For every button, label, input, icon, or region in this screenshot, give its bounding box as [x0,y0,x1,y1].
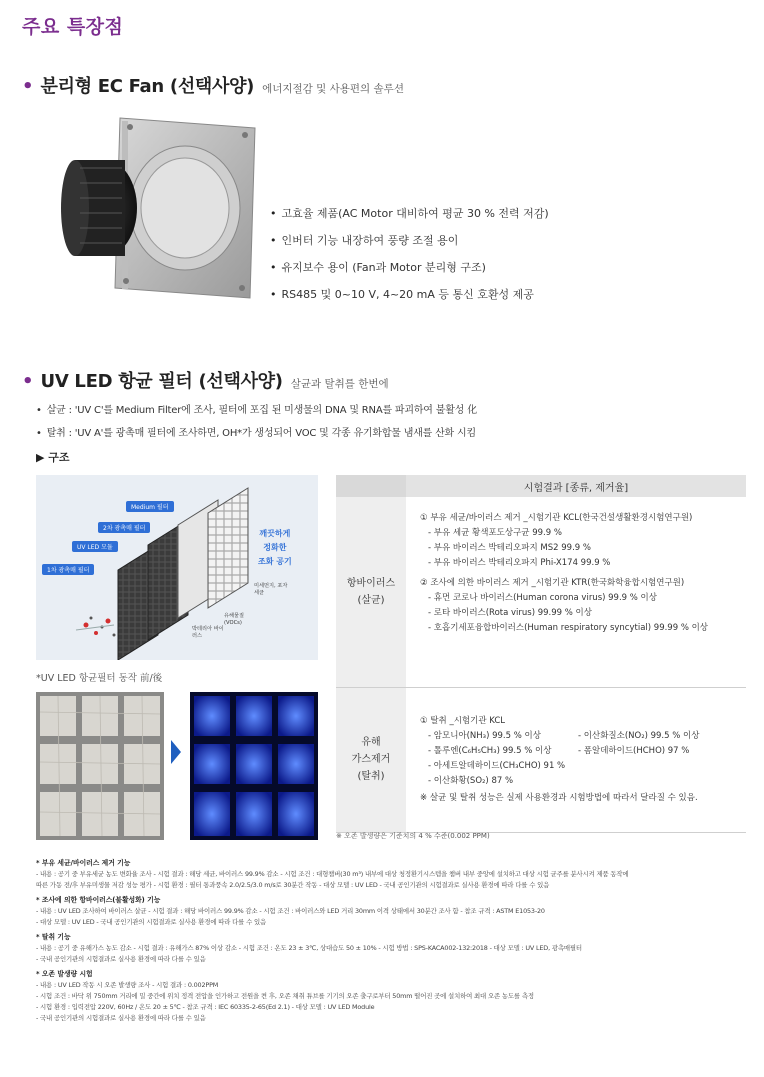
fan-feature-item: • 인버터 기능 내장하여 풍량 조절 용이 [270,232,549,259]
result-line: - 부유 세균 황색포도상구균 99.9 % [428,528,562,538]
uv-section-heading [22,367,389,393]
row-head-line: 가스제거 [351,754,391,765]
clean-air-tagline [258,527,292,569]
diagram-label-second-photocatalyst: 2차 광촉매 필터 [98,522,150,533]
diagram-label-medium-filter: Medium 필터 [126,501,174,512]
footnote-title: * 조사에 의한 항바이러스(불활성화) 기능 [36,896,161,904]
table-corner-cell [336,475,406,497]
result-pair [420,744,746,759]
footnote-block [36,932,746,965]
uv-section-title: UV LED 항균 필터 (선택사양) [40,371,283,392]
tagline-line: 깨끗하게 [259,529,291,538]
result-line: - 로타 바이러스(Rota virus) 99.99 % 이상 [428,608,592,618]
footnote-line: - 시험 조건 : 바닥 위 750mm 거리에 밀 중간에 위치 정격 전압을 인가하고 전원을 켠 후, 오존 채취 튜브를 기기의 오존 출구로부터 50mm 떨어진 곳에 설치하여 최대 오존 농도를 측정 [36,992,534,1000]
row-head-antiviral [336,497,406,687]
result-line: - 아세트알데하이드(CH₃CHO) 91 % [428,760,566,771]
ec-fan-image [60,113,260,303]
diagram-side-label-voc: 유해물질 (VOCs) [224,613,245,626]
result-cell: - 톨루엔(C₆H₅CH₃) 99.5 % 이상 [428,745,552,756]
gas-results [406,687,746,832]
uv-feature-item: • 탈취 : 'UV A'를 광촉매 필터에 조사하면, OH*가 생성되어 VOC 및 각종 유기화합물 냄새를 산화 시킴 [36,426,477,449]
uv-feature-item: • 살균 : 'UV C'를 Medium Filter에 조사, 필터에 포집 된 미생물의 DNA 및 RNA를 파괴하여 불활성 化 [36,403,477,426]
fan-section-title: 분리형 EC Fan (선택사양) [40,76,255,97]
row-head-line: (살균) [357,594,385,606]
tagline-line: 정화한 [263,543,287,552]
footnote-line: - 내용 : UV LED 조사하여 바이러스 살균 - 시험 결과 : 해당 바이러스 99.9% 감소 - 시험 조건 : 바이러스와 LED 거리 30mm 이격 상태에서 30분간 조사 함 - 참조 규격 : ASTM E1053-20 [36,907,545,915]
diagram-label-first-photocatalyst: 1차 광촉매 필터 [42,564,94,575]
footnote-line: - 국내 공인기관의 시험결과로 실사용 환경에 따라 다를 수 있음 [36,1014,206,1022]
table-header: 시험결과 [종류, 제거율] [406,475,746,497]
result-line: ① 부유 세균/바이러스 제거 _시험기관 KCL(한국건설생활환경시험연구원) [420,513,693,523]
result-line: - 부유 바이러스 박테리오파지 MS2 99.9 % [428,543,591,553]
fan-section-heading [22,72,404,98]
footnote-line: - 시험 환경 : 입력전압 220V, 60Hz / 온도 20 ± 5℃ - 참조 규격 : IEC 60335-2-65(Ed 2.1) - 대상 모델 : UV LED Module [36,1003,375,1011]
fan-section-subtitle: 에너지절감 및 사용편의 솔루션 [262,83,404,95]
table-row-gas [336,687,746,832]
footnote-title: * 오존 발생량 시험 [36,970,93,978]
footnote-title: * 탈취 기능 [36,933,71,941]
footnotes [36,858,746,1028]
page-title: 주요 특장점 [22,16,124,38]
result-line: - 호흡기세포융합바이러스(Human respiratory syncytial) 99.99 % 이상 [428,623,709,633]
bullet-dot: • [22,371,34,392]
ozone-note: ※ 오존 발생량은 기준치의 4 % 수준(0.002 PPM) [336,832,490,840]
footnote-line: - 내용 : UV LED 작동 시 오존 발생량 조사 - 시험 결과 : 0.002PPM [36,981,219,989]
uv-section-subtitle: 살균과 탈취를 한번에 [290,378,389,390]
row-head-gas [336,687,406,832]
uv-filter-diagram [36,475,318,660]
uv-feature-list [36,403,477,449]
result-line: ② 조사에 의한 바이러스 제거 _시험기관 KTR(한국화학융합시험연구원) [420,578,685,588]
row-head-line: 유해 [361,737,381,748]
result-cell: - 이산화질소(NO₂) 99.5 % 이상 [578,730,700,741]
diagram-label-uv-led-module: UV LED 모듈 [72,541,118,552]
table-row-antiviral [336,497,746,687]
footnote-block [36,858,746,891]
fan-feature-item: • RS485 및 0~10 V, 4~20 mA 등 통신 호환성 제공 [270,286,549,313]
result-cell: - 암모니아(NH₃) 99.5 % 이상 [428,730,541,741]
test-result-table [336,475,746,833]
fan-feature-list [270,205,549,313]
footnote-block [36,895,746,928]
filter-before-photo [36,692,164,840]
fan-feature-item: • 고효율 제품(AC Motor 대비하여 평균 30 % 전력 저감) [270,205,549,232]
footnote-line: - 국내 공인기관의 시험결과로 실사용 환경에 따라 다를 수 있음 [36,955,206,963]
result-line: - 부유 바이러스 박테리오파지 Phi-X174 99.9 % [428,558,611,568]
before-after-arrow-icon [169,738,183,766]
result-pair [420,729,746,744]
bullet-dot: • [22,76,34,97]
diagram-side-label-dust: 미세먼지, 포자세균 [254,583,288,596]
diagram-side-label-bacteria: 박테리아 바이러스 [192,626,224,639]
result-cell: - 폼알데하이드(HCHO) 97 % [578,745,690,756]
antiviral-results [406,497,746,687]
footnote-line: 따른 가동 전/후 부유미생물 저감 성능 평가 - 시험 환경 : 필터 통과풍속 2.0/2.5/3.0 m/s로 30분간 작동 - 대상 모델 : UV LED - 국내 공인기관의 시험결과로 실사용 환경에 따라 다를 수 있음 [36,881,550,889]
footnote-title: * 부유 세균/바이러스 제거 기능 [36,859,131,867]
footnote-line: - 대상 모델 : UV LED - 국내 공인기관의 시험결과로 실사용 환경에 따라 다를 수 있음 [36,918,267,926]
fan-feature-item: • 유지보수 용이 (Fan과 Motor 분리형 구조) [270,259,549,286]
footnote-line: - 내용 : 공기 중 부유세균 농도 변화율 조사 - 시험 결과 : 해당 세균, 바이러스 99.9% 감소 - 시험 조건 : 대형챔버(30 m³) 내부에 대상 청정환기시스템을 챔버 내부 중앙에 설치하고 대상 시험 균주를 분사시켜 제품 동작에 [36,870,629,878]
tagline-line: 조화 공기 [258,557,292,566]
result-line: ① 탈취 _시험기관 KCL [420,715,506,726]
result-line: - 이산화황(SO₂) 87 % [428,775,514,786]
filter-after-photo [190,692,318,840]
row-head-line: 항바이러스 [346,577,396,589]
footnote-block [36,969,746,1024]
photo-caption: *UV LED 항균필터 동작 前/後 [36,673,163,684]
result-line: - 휴먼 코로나 바이러스(Human corona virus) 99.9 % 이상 [428,593,657,603]
footnote-line: - 내용 : 공기 중 유해가스 농도 감소 - 시험 결과 : 유해가스 87% 이상 감소 - 시험 조건 : 온도 23 ± 3℃, 상대습도 50 ± 10% - 시험 방법 : SPS-KACA002-132:2018 - 대상 모델 : UV LED, 광촉매필터 [36,944,582,952]
structure-label: ▶ 구조 [36,451,70,464]
result-note: ※ 살균 및 탈취 성능은 실제 사용환경과 시험방법에 따라서 달라질 수 있음. [420,792,698,803]
row-head-line: (탈취) [357,771,385,782]
